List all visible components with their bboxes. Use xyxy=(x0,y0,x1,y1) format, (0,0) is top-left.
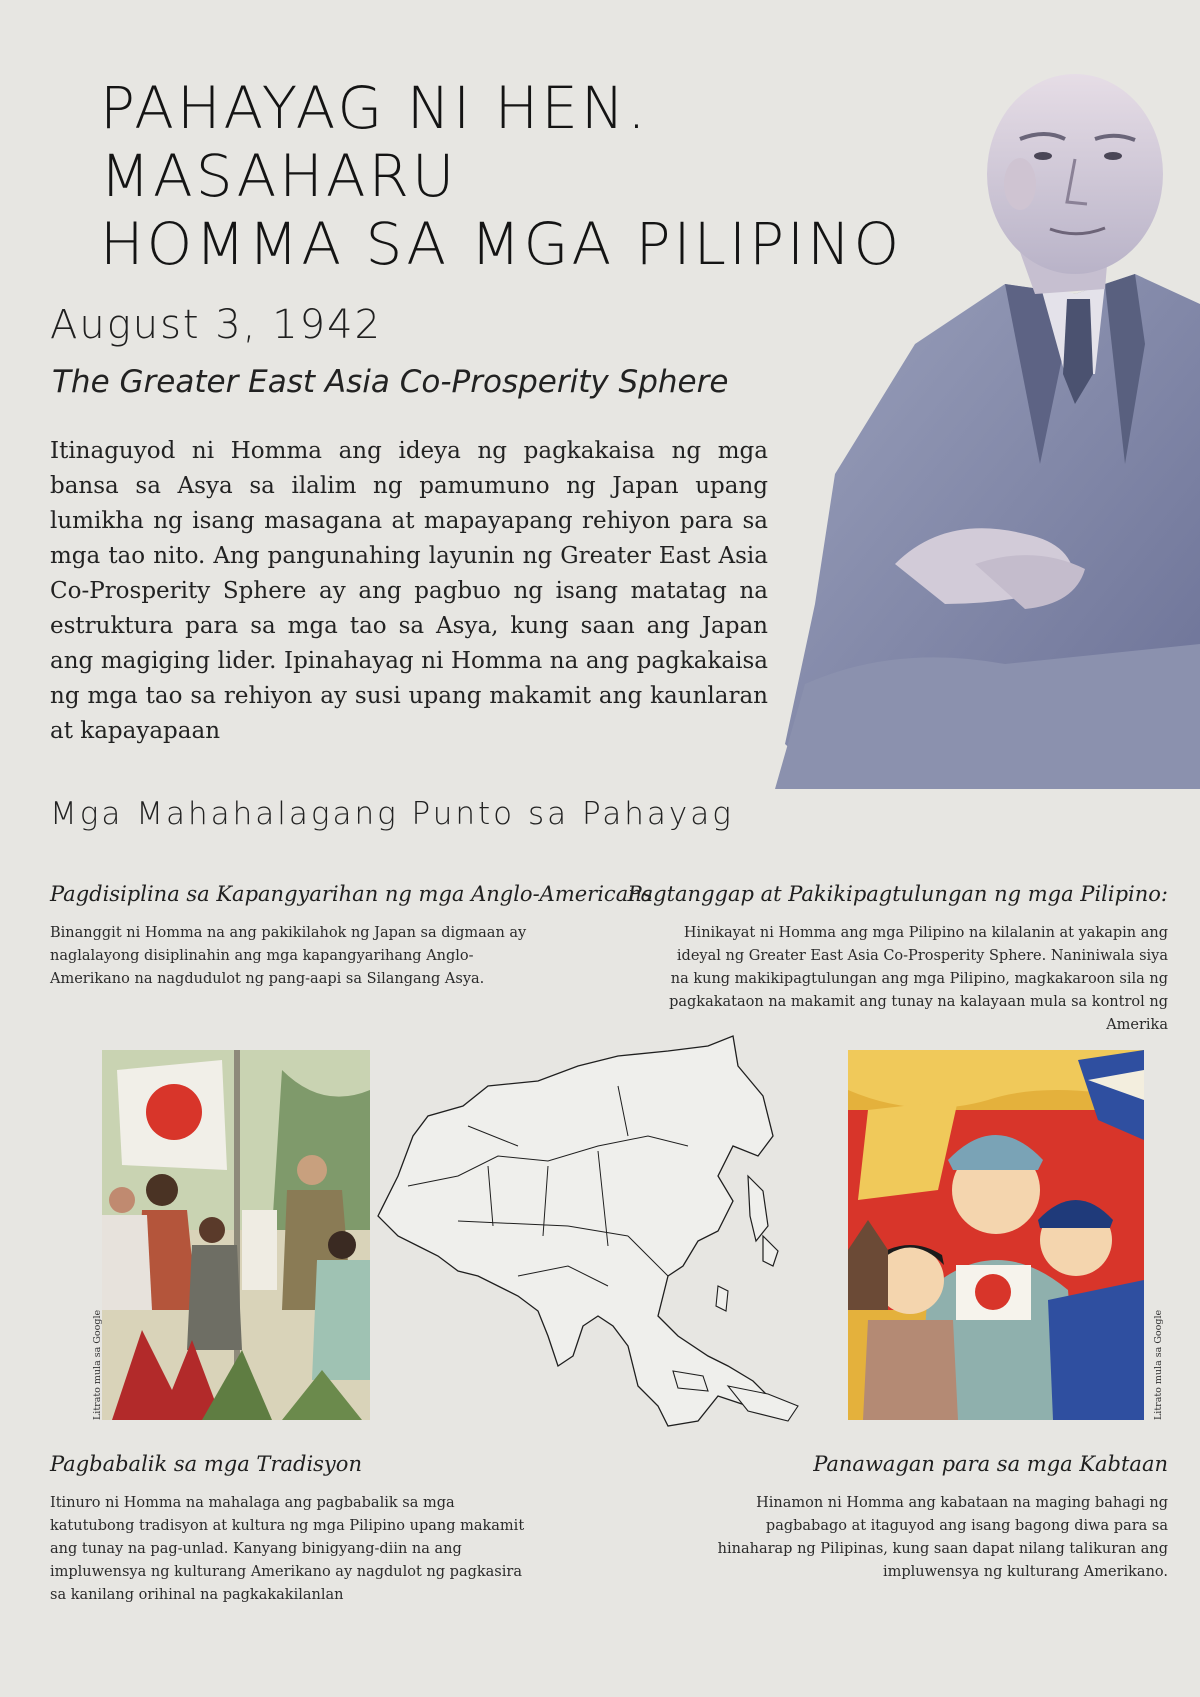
intro-paragraph: Itinaguyod ni Homma ang ideya ng pagkakaisa ng mga bansa sa Asya sa ilalim ng pamumuno ng Japan upang lumikha ng isang masagana at mapayapang rehiyon para sa mga tao nito. Ang pangunahing layunin ng Greater East Asia Co-Prosperity Sphere ay ang pagbuo ng isang matatag na estruktura para sa mga tao sa Asya, kung saan ang Japan ang magiging lider. Ipinahayag ni Homma na ang pagkakaisa ng mga tao sa rehiyon ay susi upang makamit ang kaunlaran at kapayapaan xyxy=(50,438,768,744)
point-heading-youth: Panawagan para sa mga Kabtaan xyxy=(813,1452,1168,1476)
photo-credit-right: Litrato mula sa Google xyxy=(1153,1309,1164,1420)
point-heading-discipline: Pagdisiplina sa Kapangyarihan ng mga Anglo-Americans xyxy=(50,882,653,906)
statement-date: August 3, 1942 xyxy=(50,302,382,348)
statement-subtitle: The Greater East Asia Co-Prosperity Sphere xyxy=(52,364,729,400)
key-points-heading: Mga Mahahalagang Punto sa Pahayag xyxy=(50,796,734,832)
point-body-discipline: Binanggit ni Homma na ang pakikilahok ng Japan sa digmaan ay naglalayong disiplinahin ang mga kapangyarihang Anglo-Amerikano na nagdudulot ng pang-aapi sa Silangang Asya. xyxy=(50,925,527,987)
point-body-youth: Hinamon ni Homma ang kabataan na maging bahagi ng pagbabago at itaguyod ang isang bagong diwa para sa hinaharap ng Pilipinas, kung saan dapat nilang talikuran ang impluwensya ng kulturang Amerikano. xyxy=(717,1495,1168,1580)
point-body-cooperation: Hinikayat ni Homma ang mga Pilipino na kilalanin at yakapin ang ideyal ng Greater East Asia Co-Prosperity Sphere. Naniniwala siya na kung makikipagtulungan ang mga Pilipino, magkakaroon sila ng pagkakataon na makamit ang tunay na kalayaan mula sa kontrol ng Amerika xyxy=(669,925,1168,1033)
photo-credit-left: Litrato mula sa Google xyxy=(92,1309,103,1420)
co-prosperity-poster-right xyxy=(848,1050,1144,1420)
point-body-traditions: Itinuro ni Homma na mahalaga ang pagbabalik sa mga katutubong tradisyon at kultura ng mga Pilipino upang makamit ang tunay na pag-unlad. Kanyang binigyang-diin na ang impluwensya ng kulturang Amerikano ay nagdulot ng pagkasira sa kanilang orihinal na pagkakakilanlan xyxy=(50,1495,525,1603)
point-heading-traditions: Pagbabalik sa mga Tradisyon xyxy=(50,1452,362,1476)
general-portrait-photo xyxy=(775,44,1200,789)
co-prosperity-poster-left xyxy=(102,1050,370,1420)
title-line-2: HOMMA SA MGA PILIPINO xyxy=(100,210,903,278)
title-line-1: PAHAYAG NI HEN. MASAHARU xyxy=(100,74,649,210)
asia-map xyxy=(368,1026,808,1456)
point-heading-cooperation: Pagtanggap at Pakikipagtulungan ng mga Pilipino: xyxy=(627,882,1168,906)
